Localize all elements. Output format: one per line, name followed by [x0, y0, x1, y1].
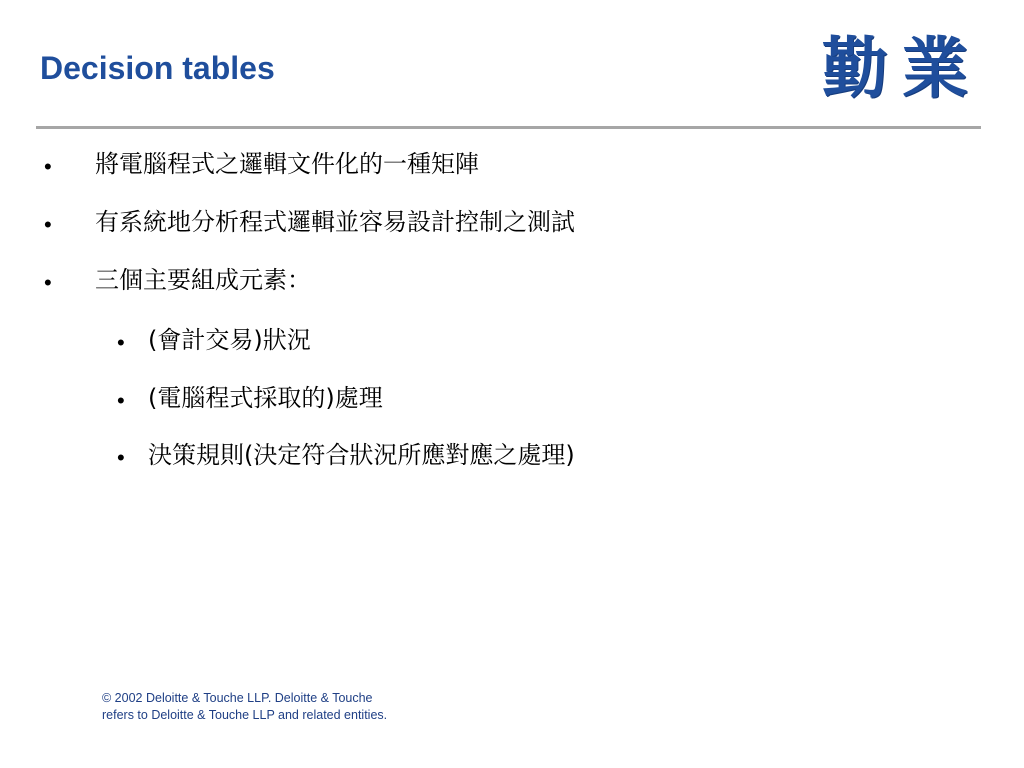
bullet-item: 將電腦程式之邏輯文件化的一種矩陣 — [95, 150, 479, 178]
bullet-marker: • — [44, 154, 52, 179]
sub-bullet-marker: • — [117, 388, 125, 413]
sub-bullet-marker: • — [117, 445, 125, 470]
footer-line: refers to Deloitte & Touche LLP and related entities. — [102, 707, 388, 722]
company-logo: 勤業 — [822, 30, 982, 107]
copyright-footer — [102, 690, 387, 724]
bullet-item: 三個主要組成元素： — [95, 266, 311, 294]
sub-bullet-item: 決策規則(決定符合狀況所應對應之處理) — [148, 441, 575, 469]
slide-title: Decision tables — [40, 50, 275, 86]
sub-bullet-item: (電腦程式採取的)處理 — [148, 384, 383, 412]
bullet-item: 有系統地分析程式邏輯並容易設計控制之測試 — [95, 208, 575, 236]
bullet-marker: • — [44, 212, 52, 237]
sub-bullet-marker: • — [117, 330, 125, 355]
bullet-marker: • — [44, 270, 52, 295]
footer-line: © 2002 Deloitte & Touche LLP. Deloitte & Touche — [102, 691, 373, 705]
sub-bullet-item: (會計交易)狀況 — [148, 326, 311, 354]
